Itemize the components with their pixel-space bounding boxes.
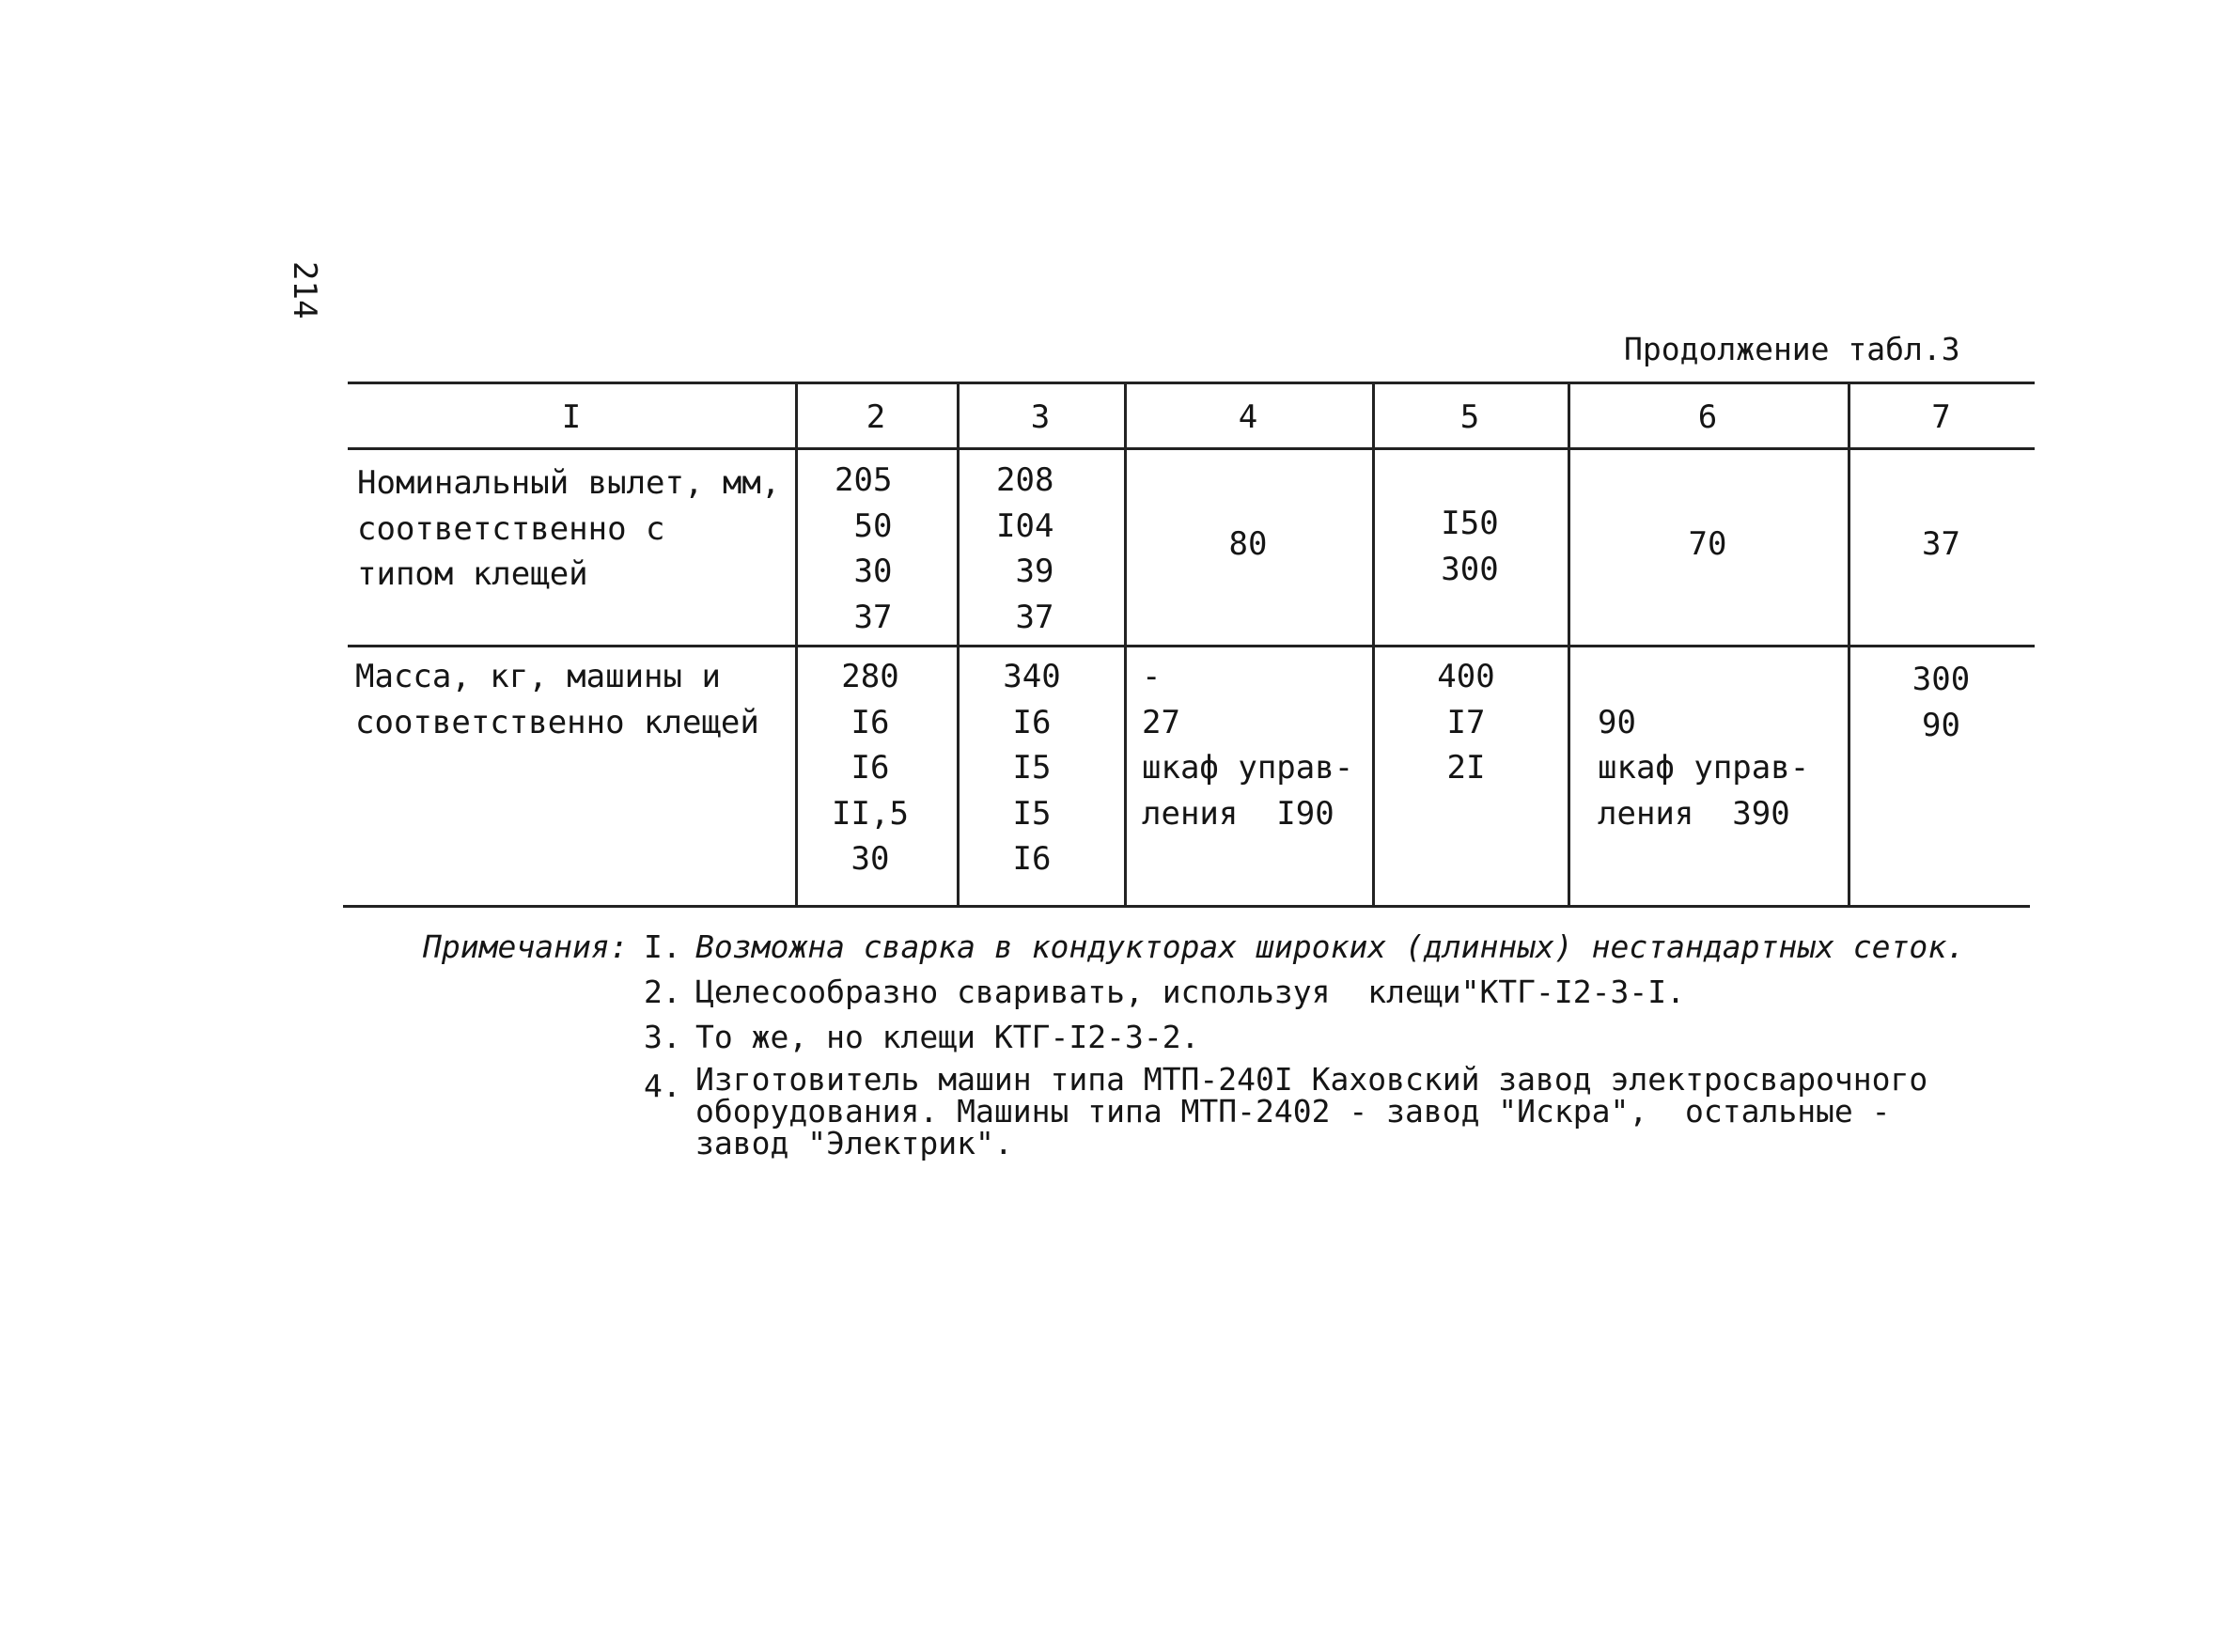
note-number: 3.	[644, 1019, 681, 1055]
table-cell: - 27 шкаф управ- ления I90	[1142, 658, 1354, 833]
note-number: 4.	[644, 1068, 681, 1104]
table-top-rule	[348, 382, 2035, 384]
table-cell: 280 I6 I6 II,5 30	[832, 658, 909, 878]
table-cell: 400 I7 2I	[1437, 658, 1495, 787]
column-divider	[1848, 382, 1850, 905]
note-text: То же, но клещи КТГ-I2-3-2.	[695, 1019, 1200, 1055]
table-cell: 340 I6 I5 I5 I6	[1003, 658, 1061, 878]
table-cell: 70	[1688, 525, 1727, 563]
data-table	[348, 382, 2035, 914]
table-cell: 300 90	[1912, 661, 1971, 744]
notes-block	[423, 925, 1965, 1160]
column-header: 2	[866, 398, 886, 436]
row-separator-rule	[348, 645, 2035, 647]
column-header: 7	[1931, 398, 1951, 436]
column-header: 3	[1030, 398, 1051, 436]
note-item	[423, 925, 1965, 970]
note-item	[423, 1061, 1965, 1161]
column-header: 4	[1238, 398, 1258, 436]
column-header: 6	[1697, 398, 1718, 436]
column-divider	[1372, 382, 1375, 905]
column-header: I	[561, 398, 582, 436]
note-number: I.	[644, 928, 681, 965]
table-cell: 90 шкаф управ- ления 390	[1598, 703, 1810, 833]
note-item	[423, 1015, 1965, 1060]
table-cell: 205 50 30 37	[835, 461, 893, 636]
table-bottom-rule	[343, 905, 2030, 908]
table-cell: 37	[1922, 525, 1960, 563]
table-cell: I50 300	[1441, 505, 1499, 588]
note-text: Возможна сварка в кондукторах широких (длинных) нестандартных сеток.	[695, 928, 1966, 965]
header-rule	[348, 447, 2035, 450]
row-label-mass: Масса, кг, машины и соответственно клещей	[355, 658, 759, 741]
note-item	[423, 970, 1965, 1015]
table-continuation-label: Продолжение табл.3	[1624, 331, 1960, 367]
column-divider	[1124, 382, 1127, 905]
column-header: 5	[1459, 398, 1480, 436]
page-number: 214	[286, 261, 323, 319]
note-number: 2.	[644, 974, 681, 1010]
table-cell: 208 I04 39 37	[996, 461, 1054, 636]
notes-label: Примечания:	[423, 928, 629, 965]
row-label-nominal-reach: Номинальный вылет, мм, соответственно с типом клещей	[357, 464, 781, 593]
column-divider	[1568, 382, 1570, 905]
note-text: Целесообразно сваривать, используя клещи"КТГ-I2-3-I.	[695, 974, 1685, 1010]
note-text: Изготовитель машин типа МТП-240I Каховский завод электросварочного оборудования. Машины типа МТП-2402 - завод "Искра", остальные - завод "Электрик".	[695, 1061, 1928, 1161]
table-cell: 80	[1228, 525, 1268, 563]
